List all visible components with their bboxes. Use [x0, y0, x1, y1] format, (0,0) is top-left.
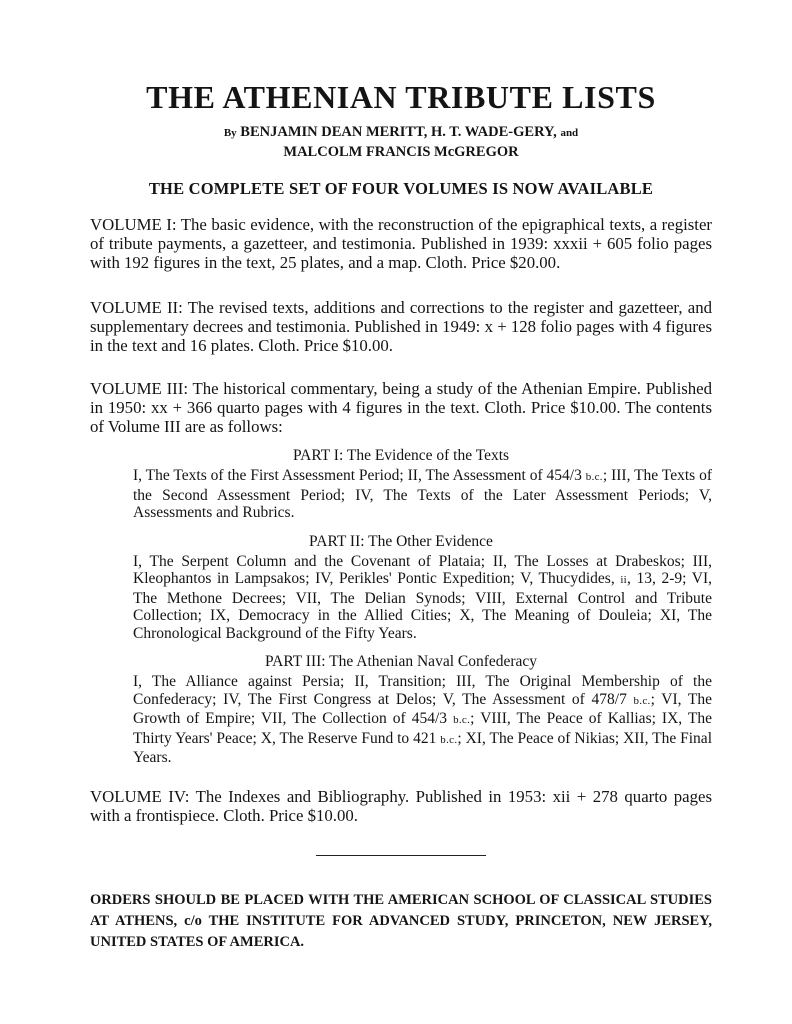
- part-2-text: I, The Serpent Column and the Covenant of Plataia; II, The Losses at Drabeskos; III, Kleophantos in Lampsakos; IV, Perikles' Pontic Expedition; V, Thucydides,: [133, 552, 712, 587]
- part-1-contents: [133, 467, 712, 522]
- volume-2-label: VOLUME II:: [90, 298, 183, 317]
- volume-3-text: The historical commentary, being a study of the Athenian Empire. Published in 1950: xx + 366 quarto pages with 4 figures in the text. Cloth. Price $10.00. The contents of Volume III are as follows:: [90, 379, 712, 436]
- volume-2-text: The revised texts, additions and corrections to the register and gazetteer, and supplementary decrees and testimonia. Published in 1949: x + 128 folio pages with 4 figures in the text and 16 plates. Cloth. Price $10.00.: [90, 298, 712, 355]
- part-3-text: ; VI, The Growth of Empire; VII, The Collection of 454/3: [133, 690, 712, 727]
- part-2-text: , 13, 2-9; VI, The Methone Decrees; VII, The Delian Synods; VIII, External Control and Tribute Collection; IX, Democracy in the Allied Cities; X, The Meaning of Douleia; XI, The Chronological Background of the Fifty Years.: [133, 570, 713, 642]
- volume-4-text: The Indexes and Bibliography. Published in 1953: xii + 278 quarto pages with a frontispiece. Cloth. Price $10.00.: [90, 786, 712, 825]
- part-2-contents: [133, 553, 712, 643]
- part-2-title: PART II: The Other Evidence: [309, 532, 493, 550]
- part-1-text: ; III, The Texts of the Second Assessment Period; IV, The Texts of the Later Assessment Periods; V, Assessments and Rubrics.: [133, 467, 712, 521]
- volume-1-entry: [90, 215, 712, 272]
- byline-and: and: [560, 127, 579, 139]
- part-2-book-numeral: ii: [620, 574, 628, 586]
- byline: [90, 123, 712, 162]
- volume-4-label: VOLUME IV:: [90, 786, 190, 806]
- part-3-contents: [133, 673, 712, 767]
- part-3-text: ; XI, The Peace of Nikias; XII, The Final Years.: [133, 729, 712, 766]
- part-3-text: ; VIII, The Peace of Kallias; IX, The Thirty Years' Peace; X, The Reserve Fund to 421: [133, 710, 712, 747]
- part-1-title: PART I: The Evidence of the Texts: [292, 447, 510, 464]
- part-3-title: PART III: The Athenian Naval Confederacy: [264, 653, 538, 670]
- availability-heading: THE COMPLETE SET OF FOUR VOLUMES IS NOW AVAILABLE: [148, 179, 654, 198]
- section-divider: [316, 855, 486, 856]
- part-3-text: I, The Alliance against Persia; II, Transition; III, The Original Membership of the Confederacy; IV, The First Congress at Delos; V, The Assessment of 478/7: [133, 673, 712, 708]
- byline-authors-line2: MALCOLM FRANCIS McGREGOR: [283, 144, 519, 160]
- volume-1-text: The basic evidence, with the reconstruction of the epigraphical texts, a register of tribute payments, a gazetteer, and testimonia. Published in 1939: xxxii + 605 folio pages with 192 figures in the text, 25 plates, and a map. Cloth. Price $20.00.: [90, 215, 712, 272]
- part-3-era: b.c.: [453, 714, 471, 726]
- document-title: THE ATHENIAN TRIBUTE LISTS: [146, 79, 656, 115]
- part-3-era: b.c.: [633, 694, 651, 707]
- part-1-era: b.c.: [585, 471, 603, 483]
- part-1-text: I, The Texts of the First Assessment Period; II, The Assessment of 454/3: [133, 467, 586, 484]
- volume-3-entry: [90, 379, 712, 436]
- volume-3-label: VOLUME III:: [90, 379, 189, 398]
- volume-4-entry: [90, 787, 712, 825]
- ordering-information: ORDERS SHOULD BE PLACED WITH THE AMERICAN SCHOOL OF CLASSICAL STUDIES AT ATHENS, c/o THE INSTITUTE FOR ADVANCED STUDY, PRINCETON, NEW JERSEY, UNITED STATES OF AMERICA.: [90, 891, 712, 950]
- volume-2-entry: [90, 298, 712, 355]
- volume-1-label: VOLUME I:: [90, 215, 177, 234]
- byline-by: By: [223, 127, 237, 139]
- part-3-era: b.c.: [440, 733, 458, 746]
- byline-authors-line1: BENJAMIN DEAN MERITT, H. T. WADE-GERY,: [240, 124, 557, 140]
- document-page: [90, 78, 712, 953]
